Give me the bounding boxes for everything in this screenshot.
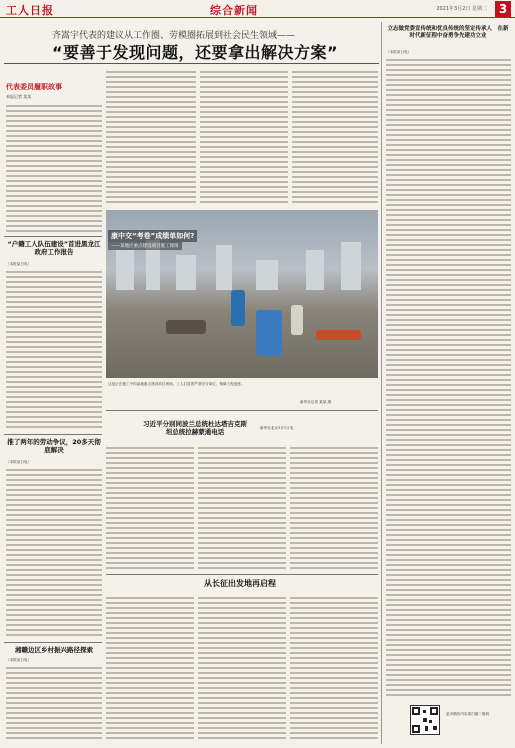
qr-code-icon <box>411 706 439 734</box>
story-source: （本报某日电） <box>6 460 32 464</box>
divider <box>4 236 102 237</box>
newspaper-logo: 工人日报 <box>6 4 54 17</box>
story-headline: “户籍工人队伍建设”首进黑龙江政府工作报告 <box>7 240 101 256</box>
story-headline: 习近平分别同波兰总统杜达塔吉克斯坦总统拉赫蒙通电话 <box>143 420 247 436</box>
page-number-badge: 3 <box>495 1 511 17</box>
story-headline: 推了两年的劳动争议，20多天彻底解决 <box>7 438 101 454</box>
lead-kicker: 齐嵩宇代表的建议从工作圈、劳模圈拓展到社会民生领域—— <box>52 31 296 41</box>
story-body <box>198 446 286 570</box>
story-headline: 湘赣边区乡村振兴路径探索 <box>15 646 93 654</box>
story-body <box>290 446 378 570</box>
story-source: （本报某日电） <box>6 658 32 662</box>
divider <box>4 642 102 643</box>
photo-subcaption: ——某地区重点建设项目施工现场 <box>108 242 182 250</box>
photo-credit: 新华社记者 某某 摄 <box>300 400 332 404</box>
body-column-3 <box>200 70 288 206</box>
headline-rule <box>4 63 379 64</box>
story-headline: 立志做党委宣传统和优良传统的坚定传承人 在新时代新征程中奋勇争先建功立业 <box>387 26 509 39</box>
photo-description: 这是正在施工中的某地重点建设项目现场。工人们冒着严寒坚守岗位，保障工程进度。 <box>108 382 245 386</box>
divider <box>4 434 102 435</box>
qr-code[interactable] <box>410 705 440 735</box>
column-label: 代表委员履职故事 <box>6 82 62 91</box>
column-divider <box>381 22 382 744</box>
lead-author: 本报记者 某某 <box>6 94 32 99</box>
story-body <box>106 446 194 570</box>
story-headline: 从长征出发地再启程 <box>204 579 276 588</box>
divider <box>106 574 378 575</box>
masthead <box>0 0 515 18</box>
body-column-1 <box>6 104 102 232</box>
story-source: （本报某日电） <box>6 262 32 266</box>
lead-headline: “要善于发现问题，还要拿出解决方案” <box>52 43 339 62</box>
story-body <box>6 270 102 430</box>
story-body <box>6 468 102 638</box>
divider <box>106 410 378 411</box>
photo-caption: 康中交“考卷”成绩单如何? <box>108 230 197 242</box>
qr-code-label: 更多精彩内容请扫描二维码 <box>446 712 490 716</box>
story-source: （本报某日电） <box>386 50 412 54</box>
story-body <box>198 596 286 742</box>
story-body <box>386 58 511 698</box>
issue-date: 2021年3月2日 星期二 <box>436 6 487 12</box>
story-source: 新华社北京3月1日电 <box>260 426 294 430</box>
section-title: 综合新闻 <box>210 4 258 17</box>
body-column-4 <box>292 70 378 206</box>
story-body <box>290 596 378 742</box>
body-column-2 <box>106 70 196 206</box>
story-body <box>106 596 194 742</box>
story-body <box>6 666 102 742</box>
